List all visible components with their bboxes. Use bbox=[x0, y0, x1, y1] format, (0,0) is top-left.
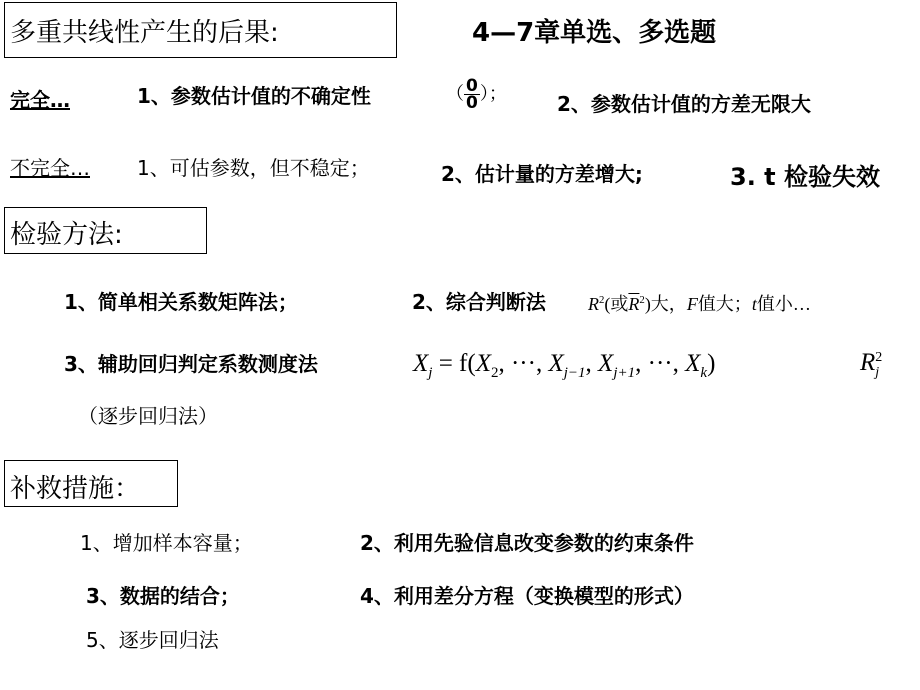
complete-item-2: 2、参数估计值的方差无限大 bbox=[557, 92, 811, 116]
formula-close: ) bbox=[707, 350, 716, 377]
large-text: )大， bbox=[644, 294, 687, 314]
complete-item-1-text: 1、参数估计值的不确定性 bbox=[137, 84, 371, 108]
remedy-3: 3、数据的结合； bbox=[86, 584, 240, 608]
incomplete-item-2: 2、估计量的方差增大; bbox=[441, 162, 643, 186]
r-bar-squared-sup: 2 bbox=[639, 294, 645, 306]
or-text: (或 bbox=[604, 294, 629, 314]
formula-lhs: X bbox=[413, 350, 429, 377]
f-large-text: 值大； bbox=[697, 294, 752, 314]
complete-item-1 bbox=[137, 80, 371, 109]
t-stat: t bbox=[751, 294, 757, 314]
formula-xk: X bbox=[685, 350, 701, 377]
r-squared-sup: 2 bbox=[599, 294, 605, 306]
consequences-heading: 多重共线性产生的后果: bbox=[10, 18, 279, 48]
remedy-2: 2、利用先验信息改变参数的约束条件 bbox=[360, 531, 694, 555]
r-bar-squared: $\overline{R}$ bbox=[628, 294, 640, 314]
auxiliary-regression-formula bbox=[413, 350, 715, 382]
test-method-2: 2、综合判断法 bbox=[412, 290, 546, 314]
formula-xjm1: X bbox=[548, 350, 564, 377]
remedy-1: 1、增加样本容量； bbox=[80, 531, 253, 555]
chapter-note: 4—7章单选、多选题 bbox=[472, 18, 717, 48]
test-method-3: 3、辅助回归判定系数测度法 bbox=[64, 352, 318, 376]
test-methods-heading: 检验方法: bbox=[10, 220, 123, 250]
t-small-text: 值小… bbox=[756, 294, 811, 314]
rj-sup: 2 bbox=[875, 350, 883, 365]
remedy-4: 4、利用差分方程（变换模型的形式） bbox=[360, 584, 694, 608]
complete-label: 完全… bbox=[10, 88, 70, 112]
formula-dots-1: , ···, bbox=[498, 350, 549, 377]
formula-eq: = f( bbox=[432, 350, 476, 377]
r-squared: R bbox=[588, 294, 599, 314]
r-j-squared bbox=[860, 350, 882, 380]
paren-close: ）； bbox=[479, 83, 507, 105]
incomplete-item-3: 3. t 检验失效 bbox=[730, 163, 880, 191]
paren-open: （ bbox=[446, 83, 464, 105]
formula-x2-sub: 2 bbox=[490, 365, 499, 381]
incomplete-item-1: 1、可估参数，但不稳定； bbox=[137, 156, 370, 180]
rj-r: R bbox=[860, 349, 876, 376]
fraction-numerator: 0 bbox=[466, 76, 478, 96]
formula-comma: , bbox=[585, 350, 599, 377]
fraction-denominator: 0 bbox=[466, 93, 478, 113]
incomplete-label: 不完全… bbox=[10, 156, 90, 180]
formula-xk-sub: k bbox=[700, 365, 708, 381]
zero-over-zero bbox=[446, 78, 507, 111]
formula-dots-2: , ···, bbox=[635, 350, 686, 377]
formula-x2: X bbox=[475, 350, 491, 377]
formula-xjm1-sub: j−1 bbox=[563, 365, 586, 381]
f-stat: F bbox=[686, 294, 698, 314]
formula-xjp1: X bbox=[598, 350, 614, 377]
stepwise-regression-note: （逐步回归法） bbox=[78, 404, 218, 428]
rj-sub: j bbox=[875, 365, 880, 380]
formula-xjp1-sub: j+1 bbox=[613, 365, 636, 381]
formula-lhs-sub: j bbox=[428, 365, 433, 381]
test-method-2-detail bbox=[588, 290, 811, 316]
fraction bbox=[464, 78, 480, 111]
remedy-5: 5、逐步回归法 bbox=[86, 628, 219, 652]
remedies-heading: 补救措施： bbox=[10, 474, 141, 504]
test-method-1: 1、简单相关系数矩阵法； bbox=[64, 290, 298, 314]
